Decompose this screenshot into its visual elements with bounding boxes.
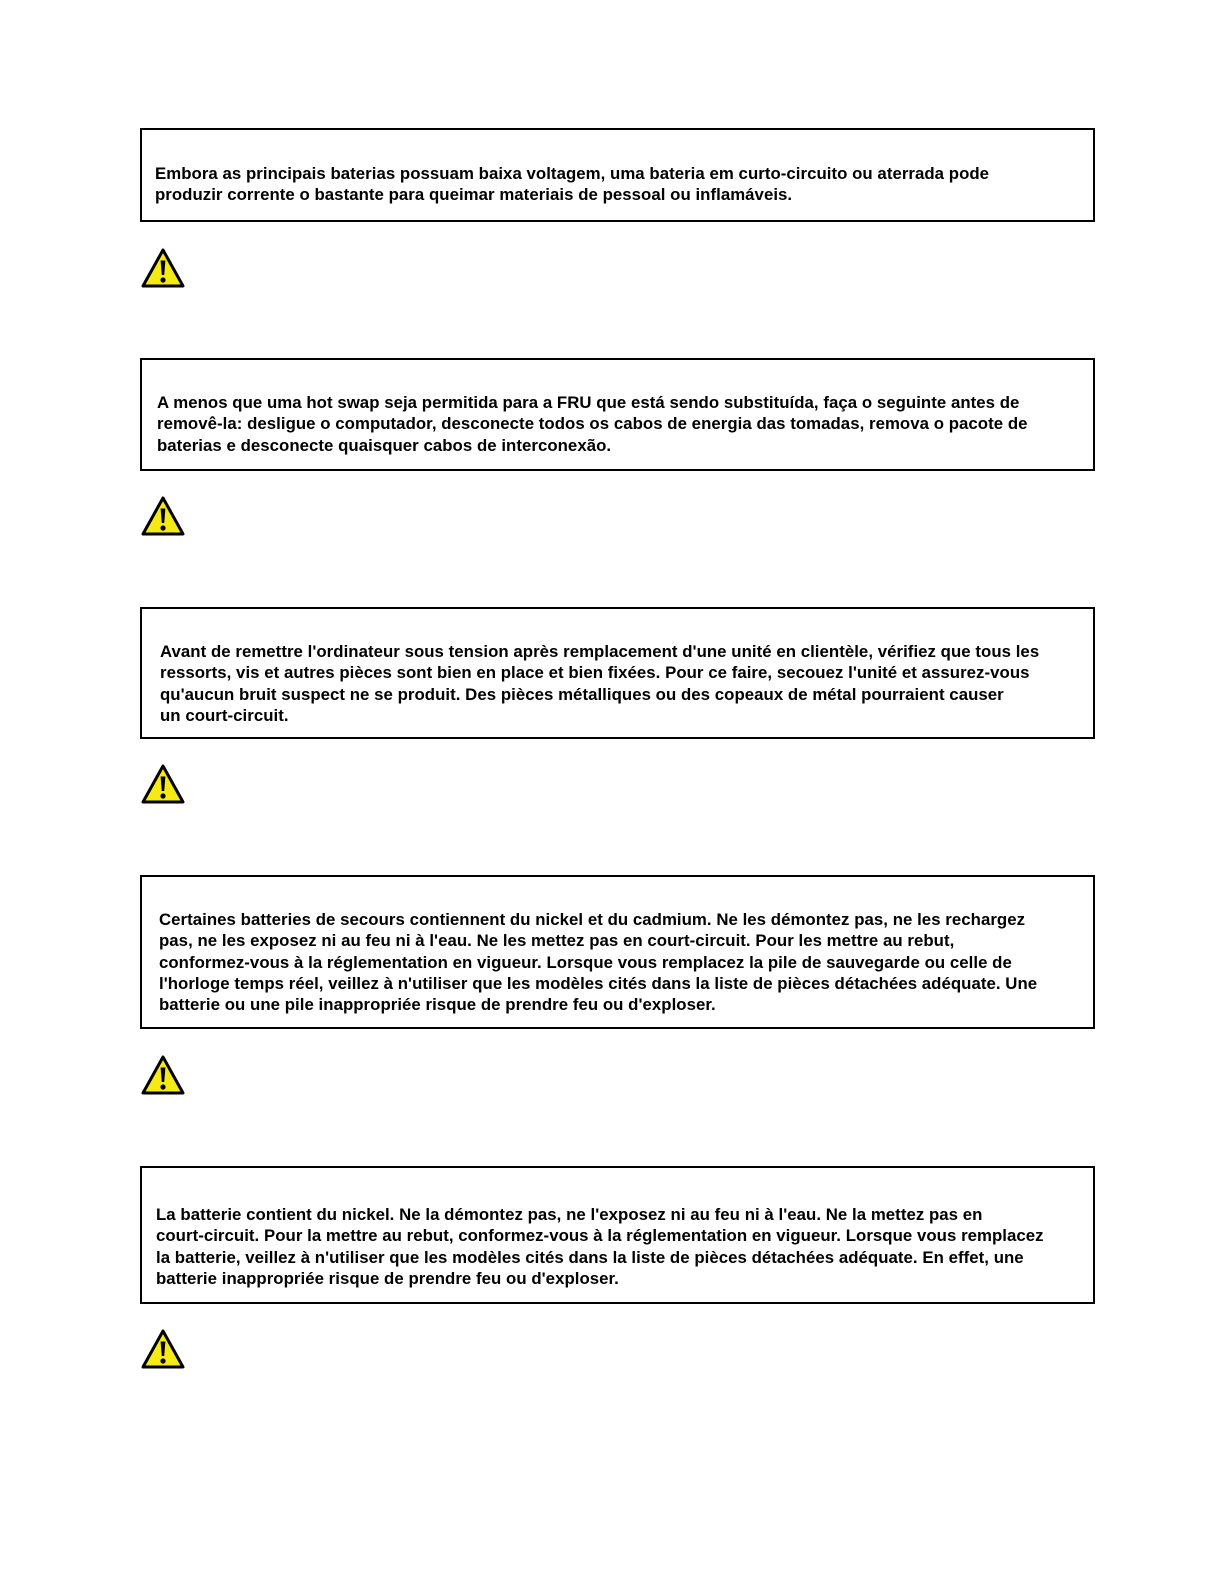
- safety-notice-box: [140, 1166, 1095, 1304]
- notice-line: ressorts, vis et autres pièces sont bien en place et bien fixées. Pour ce faire, secouez l'unité et assurez-vous: [160, 663, 1030, 683]
- notice-line: batterie inappropriée risque de prendre feu ou d'exploser.: [156, 1268, 619, 1288]
- notice-line: l'horloge temps réel, veillez à n'utiliser que les modèles cités dans la liste de pièces détachées adéquate. Une: [159, 973, 1038, 993]
- notice-line: conformez-vous à la réglementation en vigueur. Lorsque vous remplacez la pile de sauvegarde ou celle de: [159, 952, 1012, 972]
- notice-text: [142, 641, 1093, 726]
- notice-line: court-circuit. Pour la mettre au rebut, conformez-vous à la réglementation en vigueur. Lorsque vous remplacez: [156, 1226, 1044, 1246]
- notice-line: baterias e desconecte quaisquer cabos de interconexão.: [157, 435, 612, 455]
- notice-text: [142, 1204, 1093, 1289]
- notice-text: [142, 909, 1093, 1015]
- safety-notice-box: [140, 607, 1095, 739]
- notice-line: batterie ou une pile inappropriée risque de prendre feu ou d'exploser.: [159, 995, 716, 1015]
- warning-triangle-icon: [140, 247, 186, 289]
- notice-text: [142, 392, 1093, 456]
- notice-line: produzir corrente o bastante para queimar materiais de pessoal ou inflamáveis.: [155, 185, 793, 205]
- notice-text: [142, 163, 1093, 206]
- warning-triangle-icon: [140, 763, 186, 805]
- notice-line: qu'aucun bruit suspect ne se produit. Des pièces métalliques ou des copeaux de métal pourraient causer: [160, 684, 1004, 704]
- warning-triangle-icon: [140, 1328, 186, 1370]
- notice-line: La batterie contient du nickel. Ne la démontez pas, ne l'exposez ni au feu ni à l'eau. Ne la mettez pas en: [156, 1205, 983, 1224]
- safety-notice-box: [140, 875, 1095, 1029]
- notice-line: la batterie, veillez à n'utiliser que les modèles cités dans la liste de pièces détachées adéquate. En effet, une: [156, 1247, 1024, 1267]
- notice-line: Avant de remettre l'ordinateur sous tension après remplacement d'une unité en clientèle, vérifiez que tous les: [160, 642, 1040, 661]
- warning-triangle-icon: [140, 1054, 186, 1096]
- notice-line: Certaines batteries de secours contiennent du nickel et du cadmium. Ne les démontez pas, ne les rechargez: [159, 910, 1026, 929]
- notice-line: un court-circuit.: [160, 705, 289, 725]
- notice-line: removê-la: desligue o computador, desconecte todos os cabos de energia das tomadas, remova o pacote de: [157, 414, 1028, 434]
- notice-line: Embora as principais baterias possuam baixa voltagem, uma bateria em curto-circuito ou aterrada pode: [155, 164, 990, 183]
- notice-line: pas, ne les exposez ni au feu ni à l'eau. Ne les mettez pas en court-circuit. Pour les mettre au rebut,: [159, 931, 955, 951]
- notice-line: A menos que uma hot swap seja permitida para a FRU que está sendo substituída, faça o seguinte antes de: [157, 393, 1020, 412]
- safety-notice-box: [140, 128, 1095, 222]
- warning-triangle-icon: [140, 495, 186, 537]
- safety-notice-box: [140, 358, 1095, 471]
